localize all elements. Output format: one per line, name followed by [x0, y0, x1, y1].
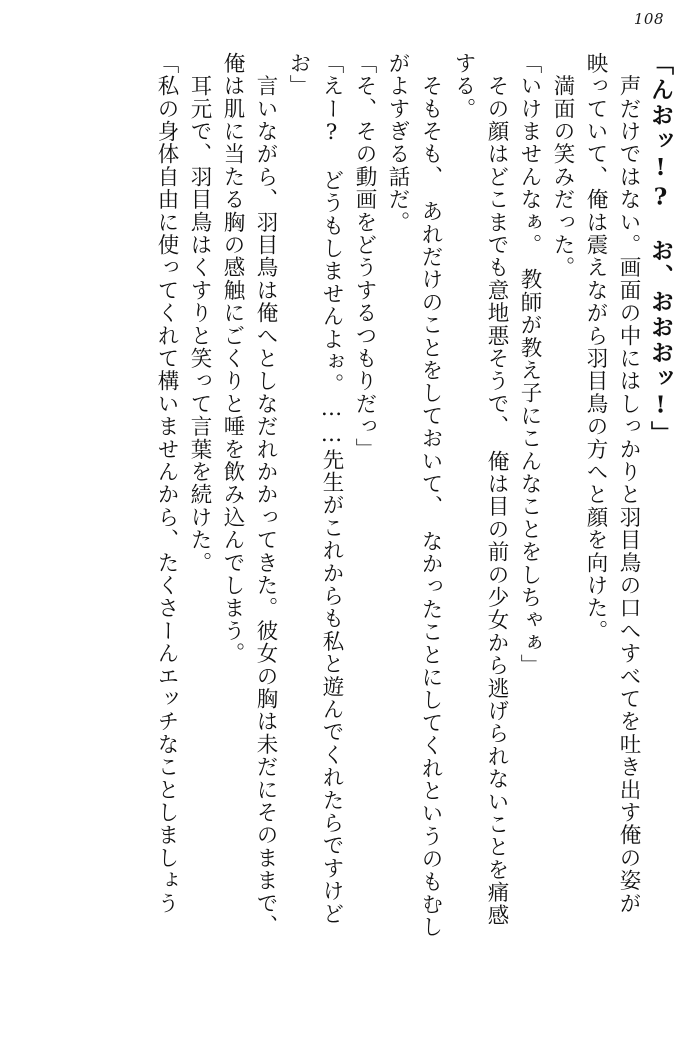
text-line: する。 — [451, 52, 476, 121]
text-line: 満面の笑みだった。 — [550, 52, 575, 279]
vertical-text-body — [28, 52, 672, 1032]
text-line: 声だけではない。画面の中にはしっかりと羽目鳥の口へすべてを吐き出す俺の姿が — [616, 52, 641, 915]
text-line: 「私の身体自由に使ってくれて構いませんから、たくさーんエッチなことしましょう — [154, 52, 179, 915]
text-line: 「いけませんなぁ。 教師が教え子にこんなことをしちゃぁ」 — [517, 52, 542, 677]
text-line: 耳元で、羽目鳥はくすりと笑って言葉を続けた。 — [187, 52, 212, 575]
text-line: 「えー? どうもしませんよぉ。……先生がこれからも私と遊んでくれたらですけど — [319, 52, 344, 926]
text-line: 「んおッ!? お、おおおッ!」 — [647, 52, 674, 447]
text-line: お」 — [286, 52, 311, 98]
text-line: 俺は肌に当たる胸の感触にごくりと唾を飲み込んでしまう。 — [220, 52, 245, 665]
page-number: 108 — [633, 10, 664, 28]
text-line: そもそも、 あれだけのことをしておいて、 なかったことにしてくれというのもむし — [418, 52, 443, 939]
text-line: その顔はどこまでも意地悪そうで、 俺は目の前の少女から逃げられないことを痛感 — [484, 52, 509, 927]
text-line: 言いながら、羽目鳥は俺へとしなだれかかってきた。彼女の胸は未だにそのままで、 — [253, 52, 278, 938]
text-line: 「そ、その動画をどうするつもりだっ」 — [352, 52, 377, 461]
text-line: がよすぎる話だ。 — [385, 52, 410, 234]
text-line: 映っていて、俺は震えながら羽目鳥の方へと顔を向けた。 — [583, 52, 608, 643]
